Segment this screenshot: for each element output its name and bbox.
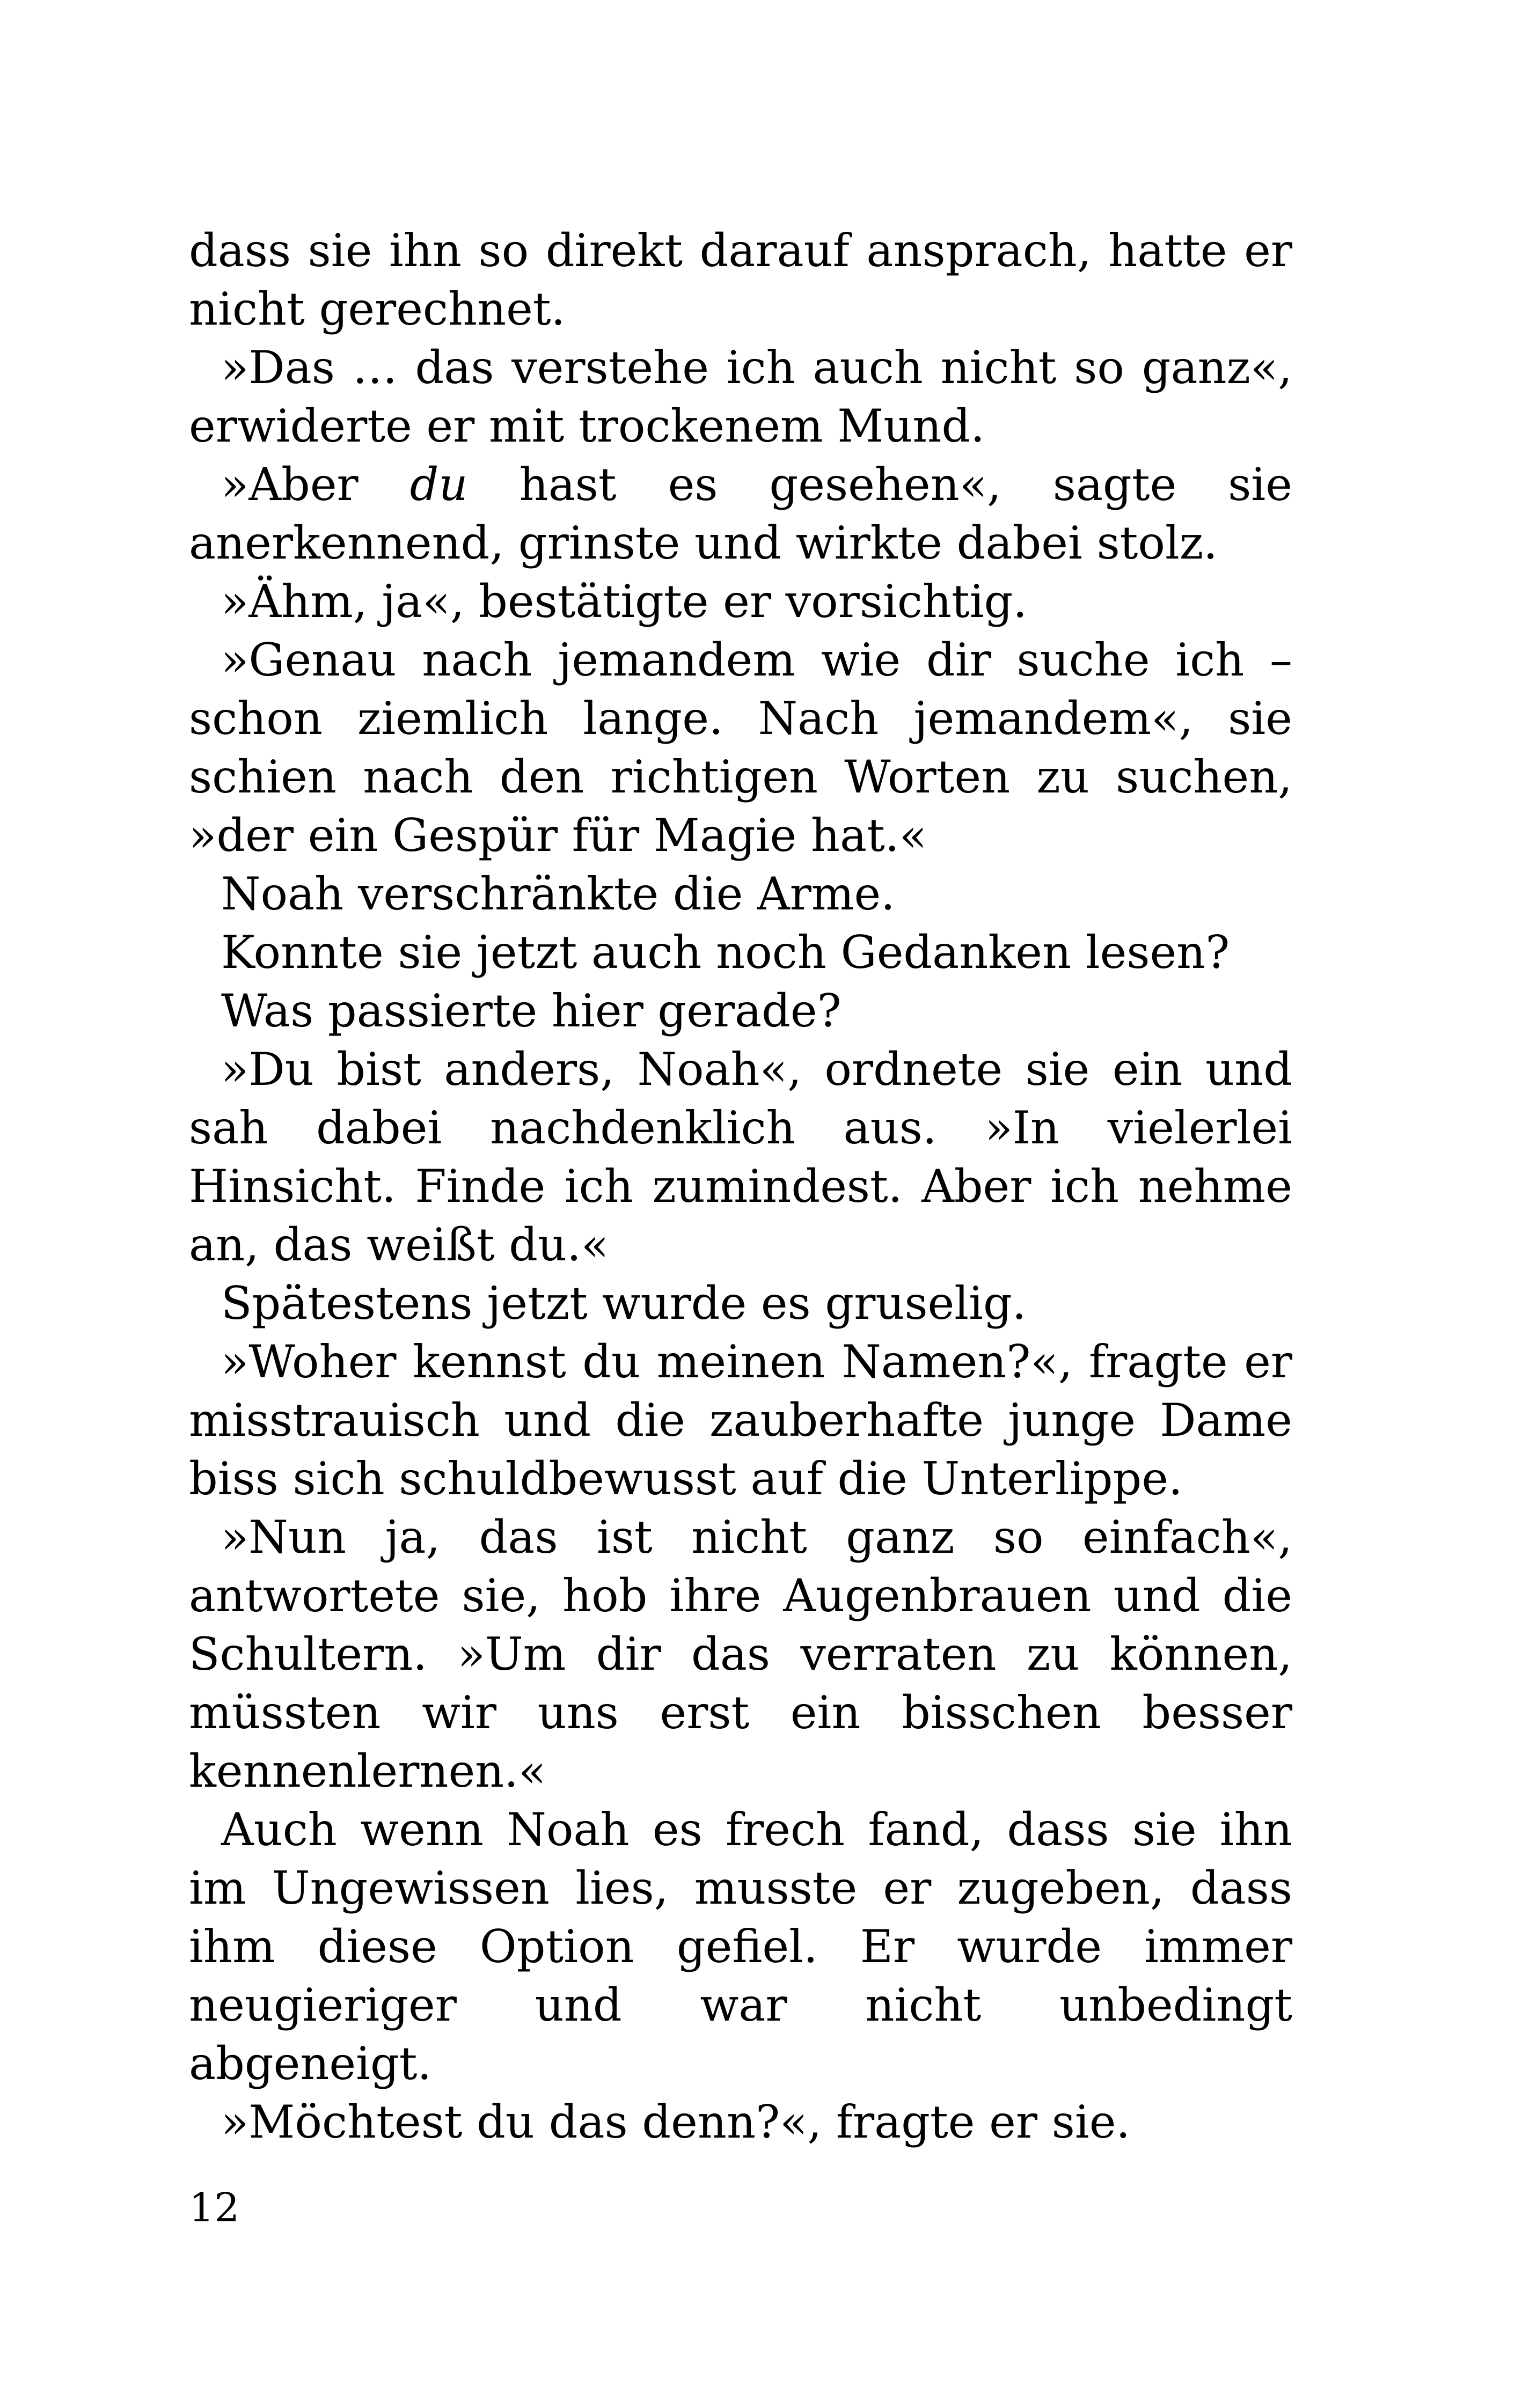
paragraph-text: Spätestens jetzt wurde es gruselig.: [221, 1277, 1027, 1330]
paragraph-text: »Genau nach jemandem wie dir suche ich – schon ziemlich lange. Nach jemandem«, sie schien nach den richtigen Worten zu suchen, »der ein Gespür für Magie hat.«: [189, 634, 1292, 862]
paragraph: [189, 1801, 1292, 2093]
paragraph-text: »Du bist anders, Noah«, ordnete sie ein und sah dabei nachdenklich aus. »In vielerlei Hinsicht. Finde ich zumindest. Aber ich nehme an, das weißt du.«: [189, 1043, 1292, 1271]
paragraph: [189, 631, 1292, 865]
page-number: 12: [189, 2185, 240, 2231]
paragraph-text: »Woher kennst du meinen Namen?«, fragte er misstrauisch und die zauberhafte junge Dame biss sich schuldbewusst auf die Unterlippe.: [189, 1335, 1292, 1505]
paragraph-text: hast es gesehen«, sagte sie anerkennend, grinste und wirkte dabei stolz.: [189, 458, 1292, 569]
paragraph: [189, 865, 1292, 923]
paragraph-text: »Möchtest du das denn?«, fragte er sie.: [221, 2096, 1131, 2148]
paragraph: [189, 1040, 1292, 1274]
paragraph: [189, 1508, 1292, 1801]
paragraph: [189, 982, 1292, 1040]
paragraph-text: Auch wenn Noah es frech fand, dass sie ihn im Ungewissen lies, musste er zugeben, dass ihm diese Option gefiel. Er wurde immer neugieriger und war nicht unbedingt abgeneigt.: [189, 1803, 1292, 2090]
paragraph-text: »Nun ja, das ist nicht ganz so einfach«, antwortete sie, hob ihre Augenbrauen und die Schultern. »Um dir das verraten zu können, müssten wir uns erst ein bisschen besser kennenlernen.«: [189, 1511, 1292, 1797]
paragraph: [189, 1274, 1292, 1333]
paragraph-text: Konnte sie jetzt auch noch Gedanken lesen?: [221, 926, 1230, 979]
paragraph: [189, 456, 1292, 572]
paragraph-text: »Das … das verstehe ich auch nicht so ganz«, erwiderte er mit trockenem Mund.: [189, 341, 1292, 452]
paragraph-text: dass sie ihn so direkt darauf ansprach, hatte er nicht gerechnet.: [189, 224, 1292, 335]
paragraph: [189, 1333, 1292, 1508]
paragraph-text: Noah verschränkte die Arme.: [221, 868, 895, 920]
paragraph-text: Was passierte hier gerade?: [221, 985, 842, 1037]
paragraph: [189, 572, 1292, 631]
paragraph: [189, 339, 1292, 456]
paragraph: [189, 2093, 1292, 2152]
emphasis-text: du: [409, 458, 468, 511]
paragraph: [189, 923, 1292, 982]
paragraph-text: »Aber: [221, 458, 410, 511]
paragraph: [189, 222, 1292, 339]
body-text: [189, 222, 1292, 2152]
paragraph-text: »Ähm, ja«, bestätigte er vorsichtig.: [221, 575, 1028, 628]
